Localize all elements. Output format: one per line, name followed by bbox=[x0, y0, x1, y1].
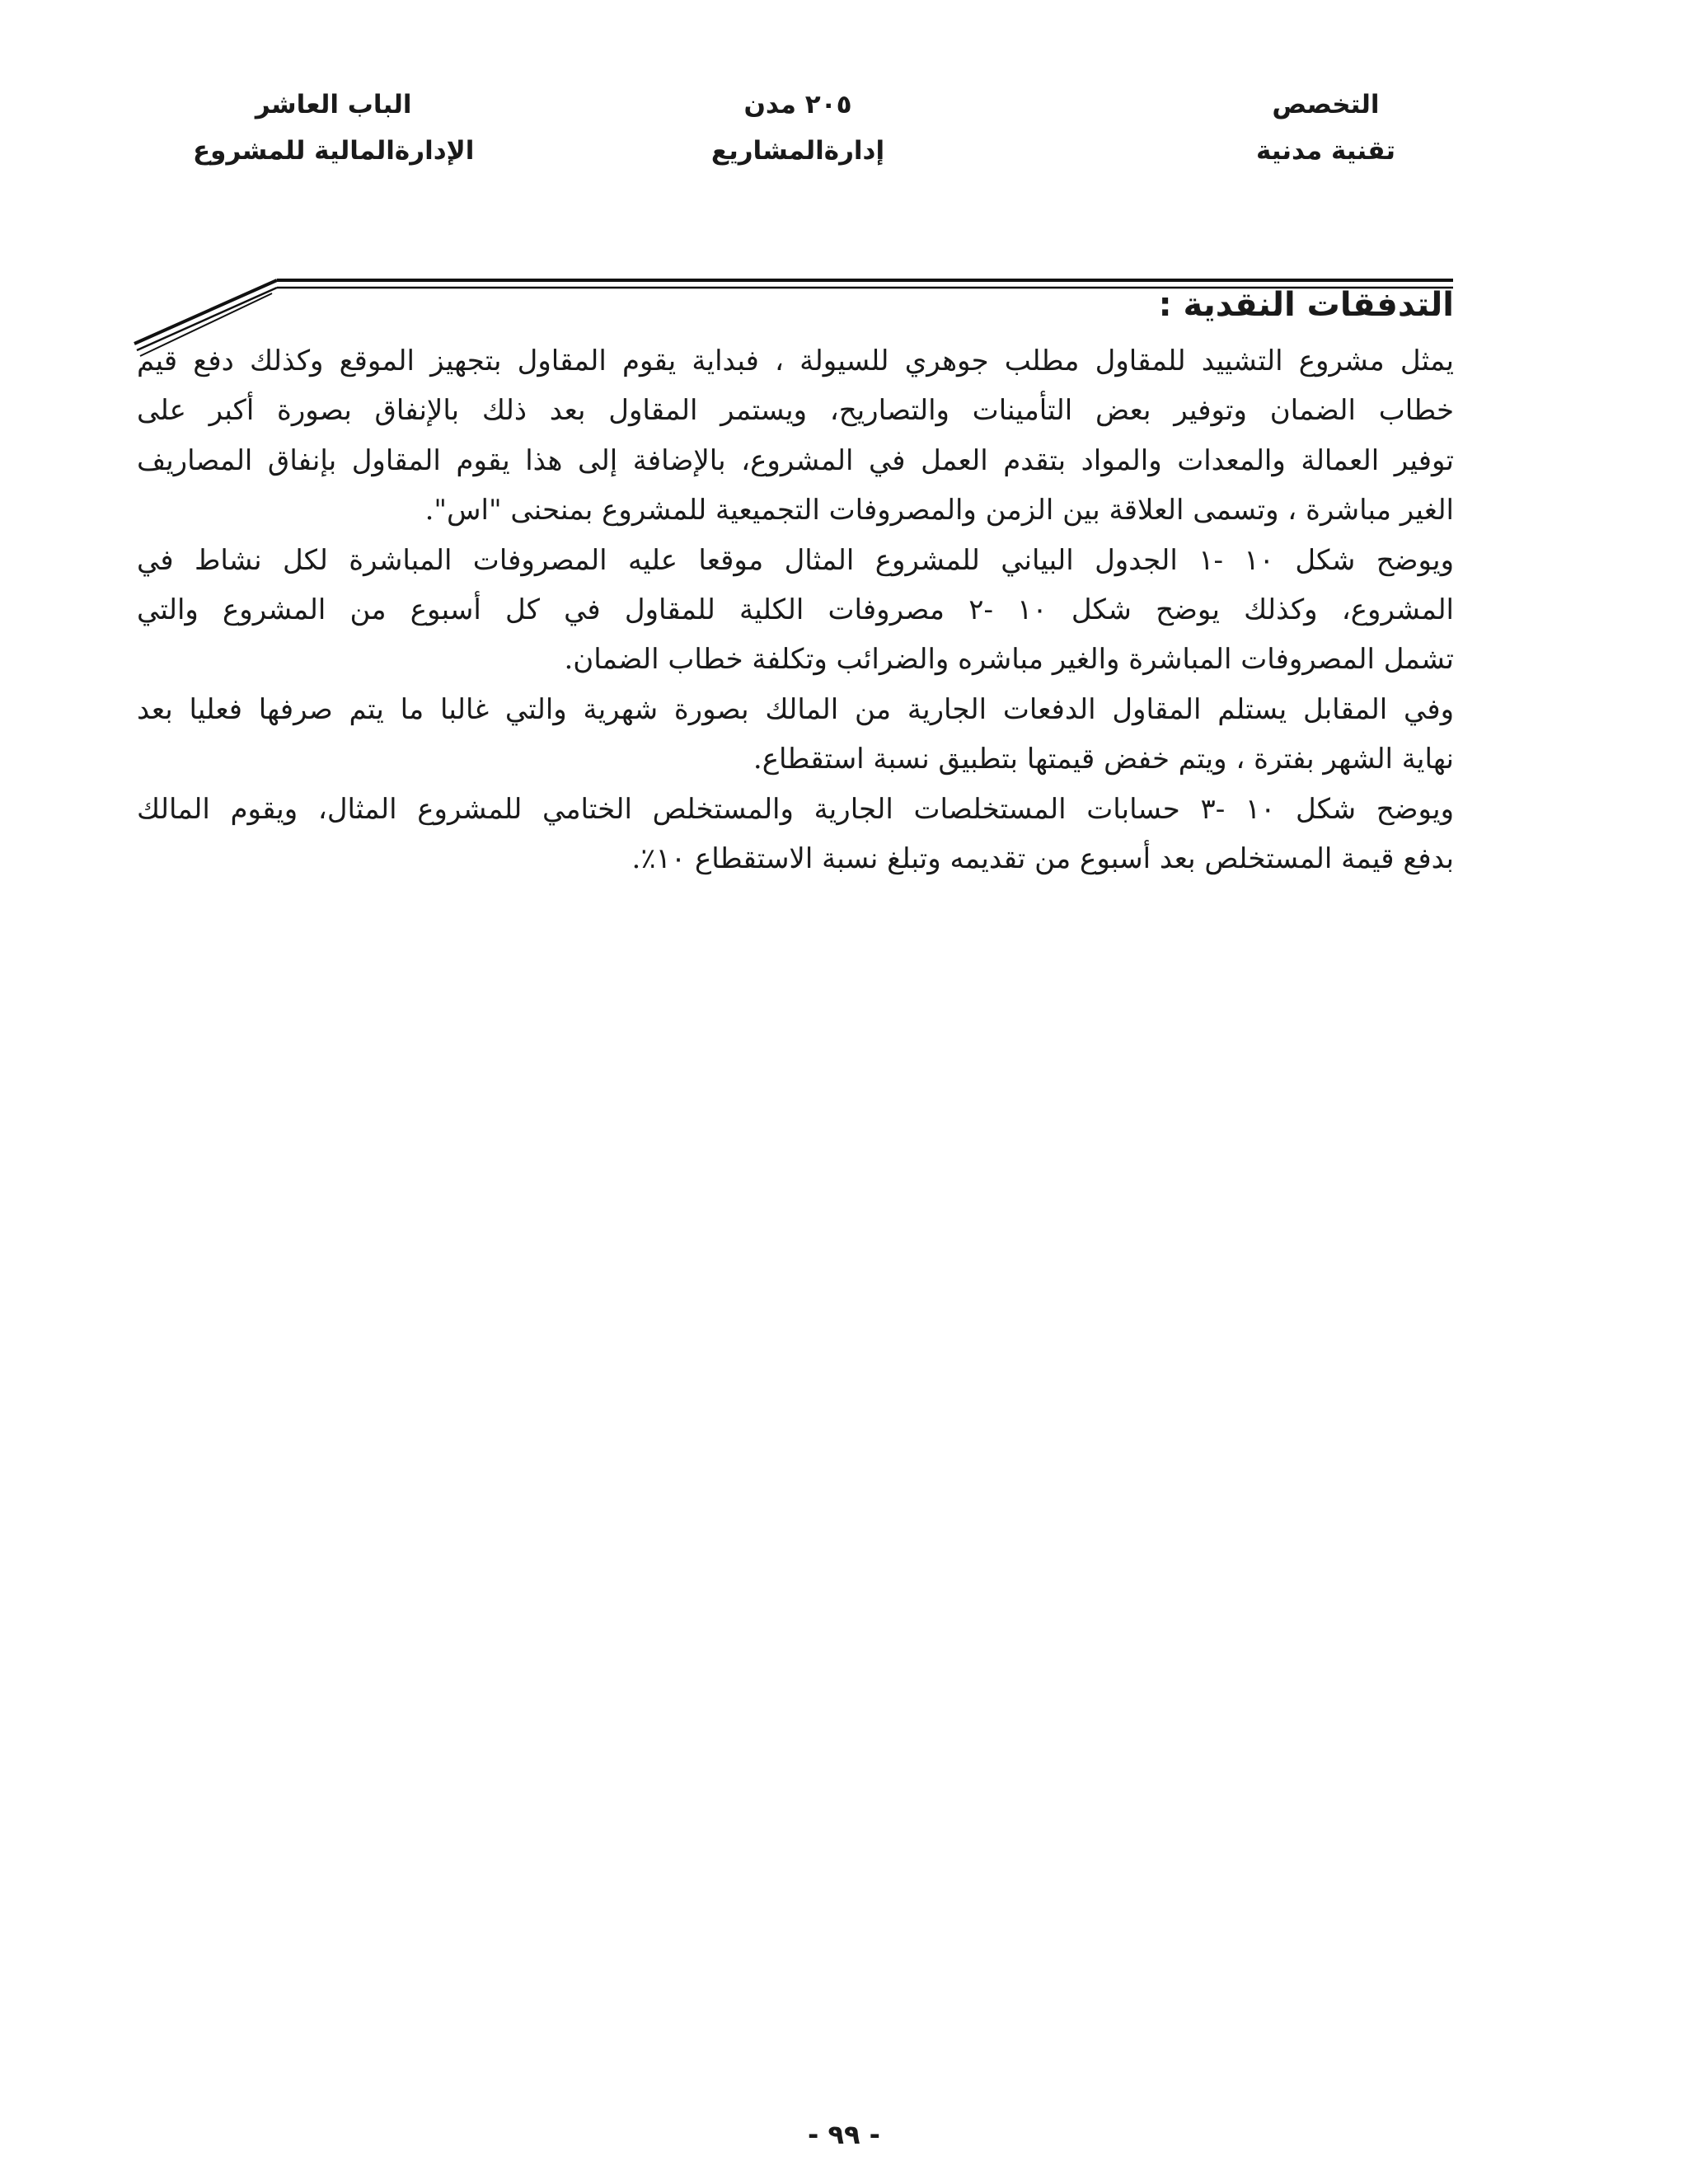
text-line: خطاب الضمان وتوفير بعض التأمينات والتصاريح، ويستمر المقاول بعد ذلك بالإنفاق بصورة أكبر على bbox=[137, 394, 1454, 428]
text-line: ويوضح شكل ١٠ -١ الجدول البياني للمشروع المثال موقعا عليه المصروفات المباشرة لكل نشاط في bbox=[137, 543, 1454, 577]
header-course-name: إدارةالمشاريع bbox=[710, 136, 885, 166]
text-line: وفي المقابل يستلم المقاول الدفعات الجارية من المالك بصورة شهرية والتي غالبا ما يتم صرفها فعليا بعد bbox=[137, 692, 1454, 726]
header-chapter bbox=[193, 92, 474, 185]
page-number: - ٩٩ - bbox=[808, 2119, 880, 2150]
text-line: الغير مباشرة ، وتسمى العلاقة بين الزمن والمصروفات التجميعية للمشروع بمنحنى "اس". bbox=[424, 494, 1454, 527]
body-text bbox=[137, 336, 1454, 883]
paragraph-3 bbox=[137, 685, 1454, 785]
section-title: التدفقات النقدية : bbox=[1158, 286, 1454, 324]
text-line: ويوضح شكل ١٠ -٣ حسابات المستخلصات الجارية والمستخلص الختامي للمشروع المثال، ويقوم المالك bbox=[137, 792, 1454, 826]
header-chapter-title: الإدارةالمالية للمشروع bbox=[193, 136, 475, 166]
paragraph-1 bbox=[137, 336, 1454, 536]
header-course-code: ٢٠٥ مدن bbox=[743, 90, 852, 120]
header-specialty-value: تقنية مدنية bbox=[1255, 136, 1395, 166]
text-line: يمثل مشروع التشييد للمقاول مطلب جوهري للسيولة ، فبداية يقوم المقاول بتجهيز الموقع وكذلك دفع قيم bbox=[137, 344, 1454, 377]
header-course bbox=[691, 92, 905, 185]
text-line: تشمل المصروفات المباشرة والغير مباشره والضرائب وتكلفة خطاب الضمان. bbox=[564, 643, 1454, 677]
text-line: نهاية الشهر بفترة ، ويتم خفض قيمتها بتطبيق نسبة استقطاع. bbox=[753, 743, 1454, 776]
paragraph-4 bbox=[137, 785, 1454, 884]
header-specialty bbox=[1256, 92, 1395, 185]
paragraph-2 bbox=[137, 536, 1454, 685]
header-specialty-label: التخصص bbox=[1272, 90, 1380, 120]
header-chapter-number: الباب العاشر bbox=[255, 90, 412, 120]
text-line: المشروع، وكذلك يوضح شكل ١٠ -٢ مصروفات الكلية للمقاول في كل أسبوع من المشروع والتي bbox=[137, 593, 1454, 627]
text-line: توفير العمالة والمعدات والمواد بتقدم العمل في المشروع، بالإضافة إلى هذا يقوم المقاول بإنفاق المصاريف bbox=[137, 443, 1454, 477]
text-line: بدفع قيمة المستخلص بعد أسبوع من تقديمه وتبلغ نسبة الاستقطاع ١٠٪. bbox=[631, 842, 1454, 876]
page-header bbox=[130, 92, 1453, 191]
